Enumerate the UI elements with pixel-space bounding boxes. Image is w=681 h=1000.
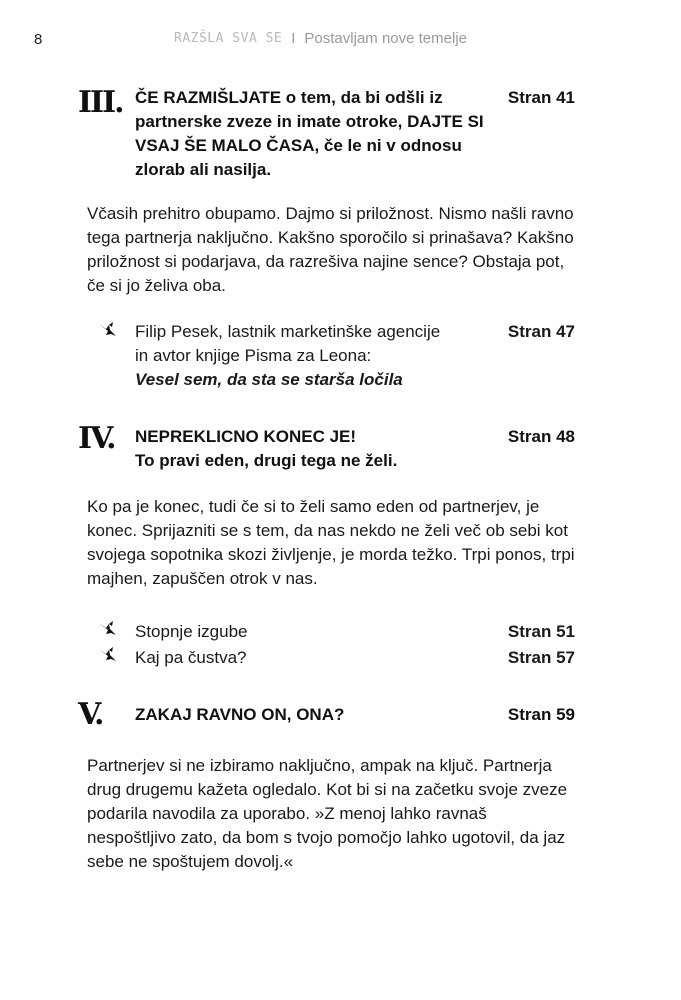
bird-icon (97, 620, 119, 638)
section-title: ZAKAJ RAVNO ON, ONA? (135, 705, 345, 724)
section-title (135, 425, 485, 473)
page-number: 8 (34, 31, 43, 48)
section-body: Včasih prehitro obupamo. Dajmo si priložnost. Nismo našli ravno tega partnerja naključno. Kakšno sporočilo si prinašava? Kakšno priložnost si podarjava, da razrešiva najine sence? Obstaja pot, če si jo želiva oba. (87, 204, 574, 295)
list-item (135, 320, 495, 392)
section-body: Ko pa je konec, tudi če si to želi samo eden od partnerjev, je konec. Sprijazniti se s tem, da nas nekdo ne želi več ob sebi kot svojega sopotnika skozi življenje, je morda težko. Trpi ponos, trpi majhen, zapuščen otrok v nas. (87, 497, 575, 588)
entry-line: in avtor knjige Pisma za Leona: (135, 346, 372, 365)
section-title: ČE RAZMIŠLJATE o tem, da bi odšli iz partnerske zveze in imate otroke, DAJTE SI VSAJ ŠE MALO ČASA, če le ni v odnosu zlorab ali nasilja. (135, 88, 484, 179)
entry-line: Filip Pesek, lastnik marketinške agencije (135, 322, 441, 341)
entry-page-ref: Stran 47 (507, 322, 575, 341)
section-numeral: III. (78, 85, 123, 120)
entry-page-ref: Stran 51 (507, 622, 575, 641)
section-numeral: IV. (78, 421, 115, 456)
list-item: Kaj pa čustva? (135, 648, 247, 667)
header-separator: I (291, 30, 296, 47)
section-numeral: V. (78, 697, 103, 732)
book-logo: RAZŠLA SVA SE (174, 31, 283, 46)
entry-quote-title: Vesel sem, da sta se starša ločila (135, 370, 403, 389)
entry-page-ref: Stran 57 (507, 648, 575, 667)
header-subtitle: Postavljam nove temelje (304, 30, 467, 47)
list-item: Stopnje izgube (135, 622, 248, 641)
bird-icon (97, 646, 119, 664)
section-subtitle-line: To pravi eden, drugi tega ne želi. (135, 451, 398, 470)
section-title-line: NEPREKLICNO KONEC JE! (135, 427, 357, 446)
bird-icon (97, 321, 119, 339)
section-page-ref: Stran 59 (507, 705, 575, 724)
section-page-ref: Stran 48 (507, 427, 575, 446)
section-page-ref: Stran 41 (507, 88, 575, 107)
running-header (174, 30, 467, 47)
section-body: Partnerjev si ne izbiramo naključno, ampak na ključ. Partnerja drug drugemu kažeta ogledalo. Kot bi si na začetku svoje zveze podarila navodila za uporabo. »Z menoj lahko ravnaš nespoštljivo zato, da bom s tvojo pomočjo lahko ugotovil, da jaz sebe ne spoštujem dovolj.« (87, 756, 568, 871)
